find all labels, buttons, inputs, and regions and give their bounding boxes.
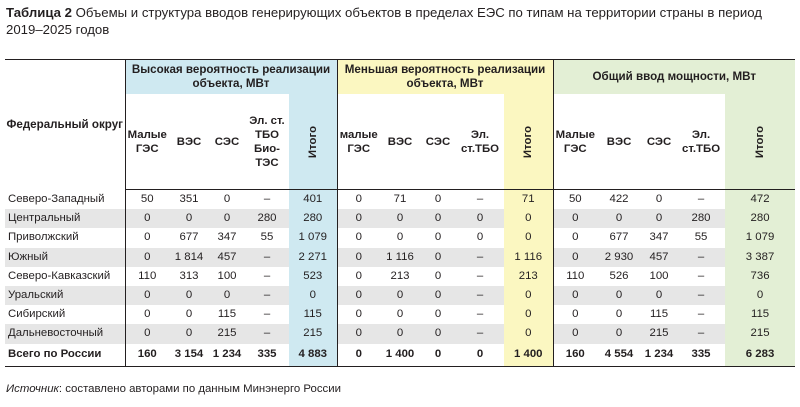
- group-low-header: Меньшая вероятность реализации объекта, МВт: [337, 60, 553, 95]
- table-row: [5, 267, 795, 286]
- table-cell: 0: [434, 231, 442, 244]
- table-cell: 0: [655, 193, 663, 206]
- table-cell: 0: [125, 209, 169, 228]
- table-cell: –: [263, 269, 271, 282]
- total-row: [5, 344, 795, 367]
- table-cell: 0: [337, 248, 380, 267]
- table-cell: 0: [125, 286, 169, 305]
- source-note: [6, 383, 341, 395]
- table-cell: 6 283: [725, 344, 795, 367]
- district-name: Северо-Западный: [8, 192, 105, 205]
- col-header-total: Итого: [289, 94, 337, 190]
- table-cell: 0: [434, 269, 442, 282]
- col-header: Малые ГЭС: [553, 94, 597, 190]
- col-header: СЭС: [641, 94, 677, 190]
- table-cell: 115: [217, 308, 237, 321]
- table-cell: 472: [725, 190, 795, 210]
- table-cell: –: [245, 286, 289, 305]
- table-cell: 0: [289, 286, 337, 305]
- table-title: Объемы и структура вводов генерирующих объектов в пределах ЕЭС по типам на территории страны в период 2019–2025 годов: [6, 5, 762, 37]
- table-cell: 50: [125, 190, 169, 210]
- table-cell: –: [476, 269, 484, 282]
- table-cell: 0: [615, 308, 623, 321]
- table-cell: 0: [504, 228, 553, 247]
- table-cell: –: [677, 248, 725, 267]
- table-cell: 0: [434, 308, 442, 321]
- table-row: [5, 324, 795, 343]
- district-name: Центральный: [5, 209, 125, 228]
- table-cell: –: [245, 248, 289, 267]
- table-cell: 0: [553, 286, 597, 305]
- table-cell: 0: [504, 324, 553, 343]
- source-label: Источник: [6, 383, 59, 395]
- table-cell: 280: [245, 209, 289, 228]
- table-caption: [6, 4, 796, 38]
- table-cell: 0: [337, 324, 380, 343]
- table-cell: 1 400: [504, 344, 553, 367]
- table-cell: 0: [209, 209, 245, 228]
- table-cell: 215: [289, 324, 337, 343]
- table-cell: –: [697, 193, 705, 206]
- table-cell: 4 883: [289, 344, 337, 367]
- table-cell: 0: [337, 286, 380, 305]
- table-cell: 213: [504, 267, 553, 286]
- table-cell: 215: [641, 324, 677, 343]
- district-name: Уральский: [5, 286, 125, 305]
- table-cell: 1 116: [504, 248, 553, 267]
- col-header: ВЭС: [169, 94, 209, 190]
- table-cell: –: [263, 308, 271, 321]
- table-cell: 4 554: [597, 344, 641, 367]
- table-cell: 0: [553, 324, 597, 343]
- table-cell: 280: [289, 209, 337, 228]
- district-name: Северо-Кавказский: [8, 269, 111, 282]
- table-row: [5, 228, 795, 247]
- table-cell: 280: [677, 209, 725, 228]
- table-cell: 1 234: [641, 344, 677, 367]
- col-header: Эл. ст.ТБО: [456, 94, 504, 190]
- table-cell: 1 116: [380, 248, 420, 267]
- table-cell: 1 234: [209, 344, 245, 367]
- table-cell: 0: [396, 231, 404, 244]
- table-cell: 100: [217, 269, 237, 282]
- group-total-header: Общий ввод мощности, МВт: [553, 60, 795, 95]
- table-cell: –: [456, 248, 504, 267]
- col-header: СЭС: [209, 94, 245, 190]
- table-cell: 0: [125, 228, 169, 247]
- table-cell: 71: [393, 193, 407, 206]
- table-cell: 0: [337, 305, 380, 324]
- table-cell: 313: [179, 269, 199, 282]
- col-header: ВЭС: [597, 94, 641, 190]
- table-cell: 0: [223, 193, 231, 206]
- table-cell: 0: [420, 344, 456, 367]
- table-cell: 457: [641, 248, 677, 267]
- table-cell: 457: [209, 248, 245, 267]
- table-cell: 2 271: [289, 248, 337, 267]
- table-cell: 0: [185, 308, 193, 321]
- table-cell: 0: [553, 228, 597, 247]
- table-cell: 0: [553, 305, 597, 324]
- table-cell: 0: [380, 286, 420, 305]
- table-cell: 677: [609, 231, 629, 244]
- table-cell: 0: [553, 209, 597, 228]
- table-cell: 0: [456, 209, 504, 228]
- table-cell: 0: [337, 209, 380, 228]
- col-header: СЭС: [420, 94, 456, 190]
- col-header: ВЭС: [380, 94, 420, 190]
- data-table: [5, 59, 795, 367]
- table-cell: 160: [553, 344, 597, 367]
- table-cell: 526: [609, 269, 629, 282]
- table-cell: 0: [597, 324, 641, 343]
- table-cell: 215: [725, 324, 795, 343]
- table-cell: 0: [553, 248, 597, 267]
- table-cell: 0: [641, 209, 677, 228]
- table-cell: 0: [420, 286, 456, 305]
- table-cell: –: [476, 308, 484, 321]
- table-cell: 401: [289, 190, 337, 210]
- table-cell: –: [677, 324, 725, 343]
- table-cell: 0: [209, 286, 245, 305]
- table-cell: 0: [420, 324, 456, 343]
- col-header: Эл. ст. ТБО Био-ТЭС: [245, 94, 289, 190]
- table-cell: 335: [245, 344, 289, 367]
- table-cell: 71: [504, 190, 553, 210]
- table-cell: –: [263, 193, 271, 206]
- table-cell: 0: [597, 209, 641, 228]
- table-cell: 55: [260, 231, 274, 244]
- table-cell: 0: [125, 324, 169, 343]
- table-cell: 0: [380, 209, 420, 228]
- table-cell: 280: [725, 209, 795, 228]
- table-cell: 55: [694, 231, 708, 244]
- table-cell: –: [476, 193, 484, 206]
- table-cell: 0: [420, 209, 456, 228]
- table-cell: 0: [456, 344, 504, 367]
- table-cell: 3 154: [169, 344, 209, 367]
- table-cell: 115: [649, 308, 669, 321]
- table-row: [5, 209, 795, 228]
- table-cell: 213: [390, 269, 410, 282]
- table-cell: 0: [725, 286, 795, 305]
- table-cell: 347: [217, 231, 237, 244]
- table-cell: 1 400: [380, 344, 420, 367]
- table-cell: 100: [649, 269, 669, 282]
- table-cell: 0: [169, 209, 209, 228]
- table-cell: 2 930: [597, 248, 641, 267]
- table-row: [5, 248, 795, 267]
- table-cell: 0: [337, 228, 380, 247]
- table-cell: 736: [725, 267, 795, 286]
- table-cell: 115: [725, 305, 795, 324]
- table-cell: 0: [337, 190, 380, 210]
- table-row: [5, 286, 795, 305]
- col-header: малые ГЭС: [337, 94, 380, 190]
- table-cell: 0: [504, 286, 553, 305]
- table-cell: –: [677, 286, 725, 305]
- table-cell: –: [456, 286, 504, 305]
- col-header: Эл. ст.ТБО: [677, 94, 725, 190]
- table-label: Таблица 2: [6, 5, 72, 20]
- table-cell: 0: [125, 305, 169, 324]
- table-cell: 0: [504, 209, 553, 228]
- col-header-total: Итого: [725, 94, 795, 190]
- table-cell: 0: [476, 231, 484, 244]
- table-row: [5, 305, 795, 324]
- table-cell: 110: [125, 267, 169, 286]
- table-cell: 115: [289, 305, 337, 324]
- table-cell: 110: [553, 267, 597, 286]
- table-cell: 0: [396, 308, 404, 321]
- source-text: : составлено авторами по данным Минэнерго России: [58, 383, 341, 395]
- table-cell: 0: [337, 344, 380, 367]
- table-cell: 335: [677, 344, 725, 367]
- table-cell: 50: [553, 190, 597, 210]
- table-cell: 351: [179, 193, 199, 206]
- group-high-header: Высокая вероятность реализации объекта, МВт: [125, 60, 337, 95]
- table-cell: 3 387: [725, 248, 795, 267]
- table-cell: 1 079: [289, 228, 337, 247]
- district-name: Всего по России: [5, 344, 125, 367]
- district-name: Сибирский: [8, 308, 66, 321]
- table-row: [5, 190, 795, 210]
- table-cell: 0: [434, 193, 442, 206]
- table-cell: 0: [380, 324, 420, 343]
- table-cell: 215: [209, 324, 245, 343]
- table-cell: 1 814: [169, 248, 209, 267]
- district-name: Южный: [5, 248, 125, 267]
- table-cell: –: [697, 269, 705, 282]
- table-cell: 523: [289, 267, 337, 286]
- table-cell: –: [697, 308, 705, 321]
- table-cell: 0: [597, 286, 641, 305]
- table-cell: 0: [169, 286, 209, 305]
- table-cell: 422: [609, 193, 629, 206]
- table-cell: 0: [420, 248, 456, 267]
- table-cell: 677: [179, 231, 199, 244]
- col-header-total: Итого: [504, 94, 553, 190]
- district-name: Приволжский: [8, 231, 79, 244]
- col-header: Малые ГЭС: [125, 94, 169, 190]
- district-header: Федеральный округ: [5, 60, 125, 190]
- table-cell: –: [456, 324, 504, 343]
- table-cell: 0: [169, 324, 209, 343]
- table-cell: 0: [504, 305, 553, 324]
- table-cell: 0: [125, 248, 169, 267]
- table-cell: 1 079: [725, 228, 795, 247]
- table-cell: –: [245, 324, 289, 343]
- table-cell: 0: [337, 267, 380, 286]
- district-name: Дальневосточный: [5, 324, 125, 343]
- table-cell: 160: [125, 344, 169, 367]
- table-cell: 0: [641, 286, 677, 305]
- table-cell: 347: [649, 231, 669, 244]
